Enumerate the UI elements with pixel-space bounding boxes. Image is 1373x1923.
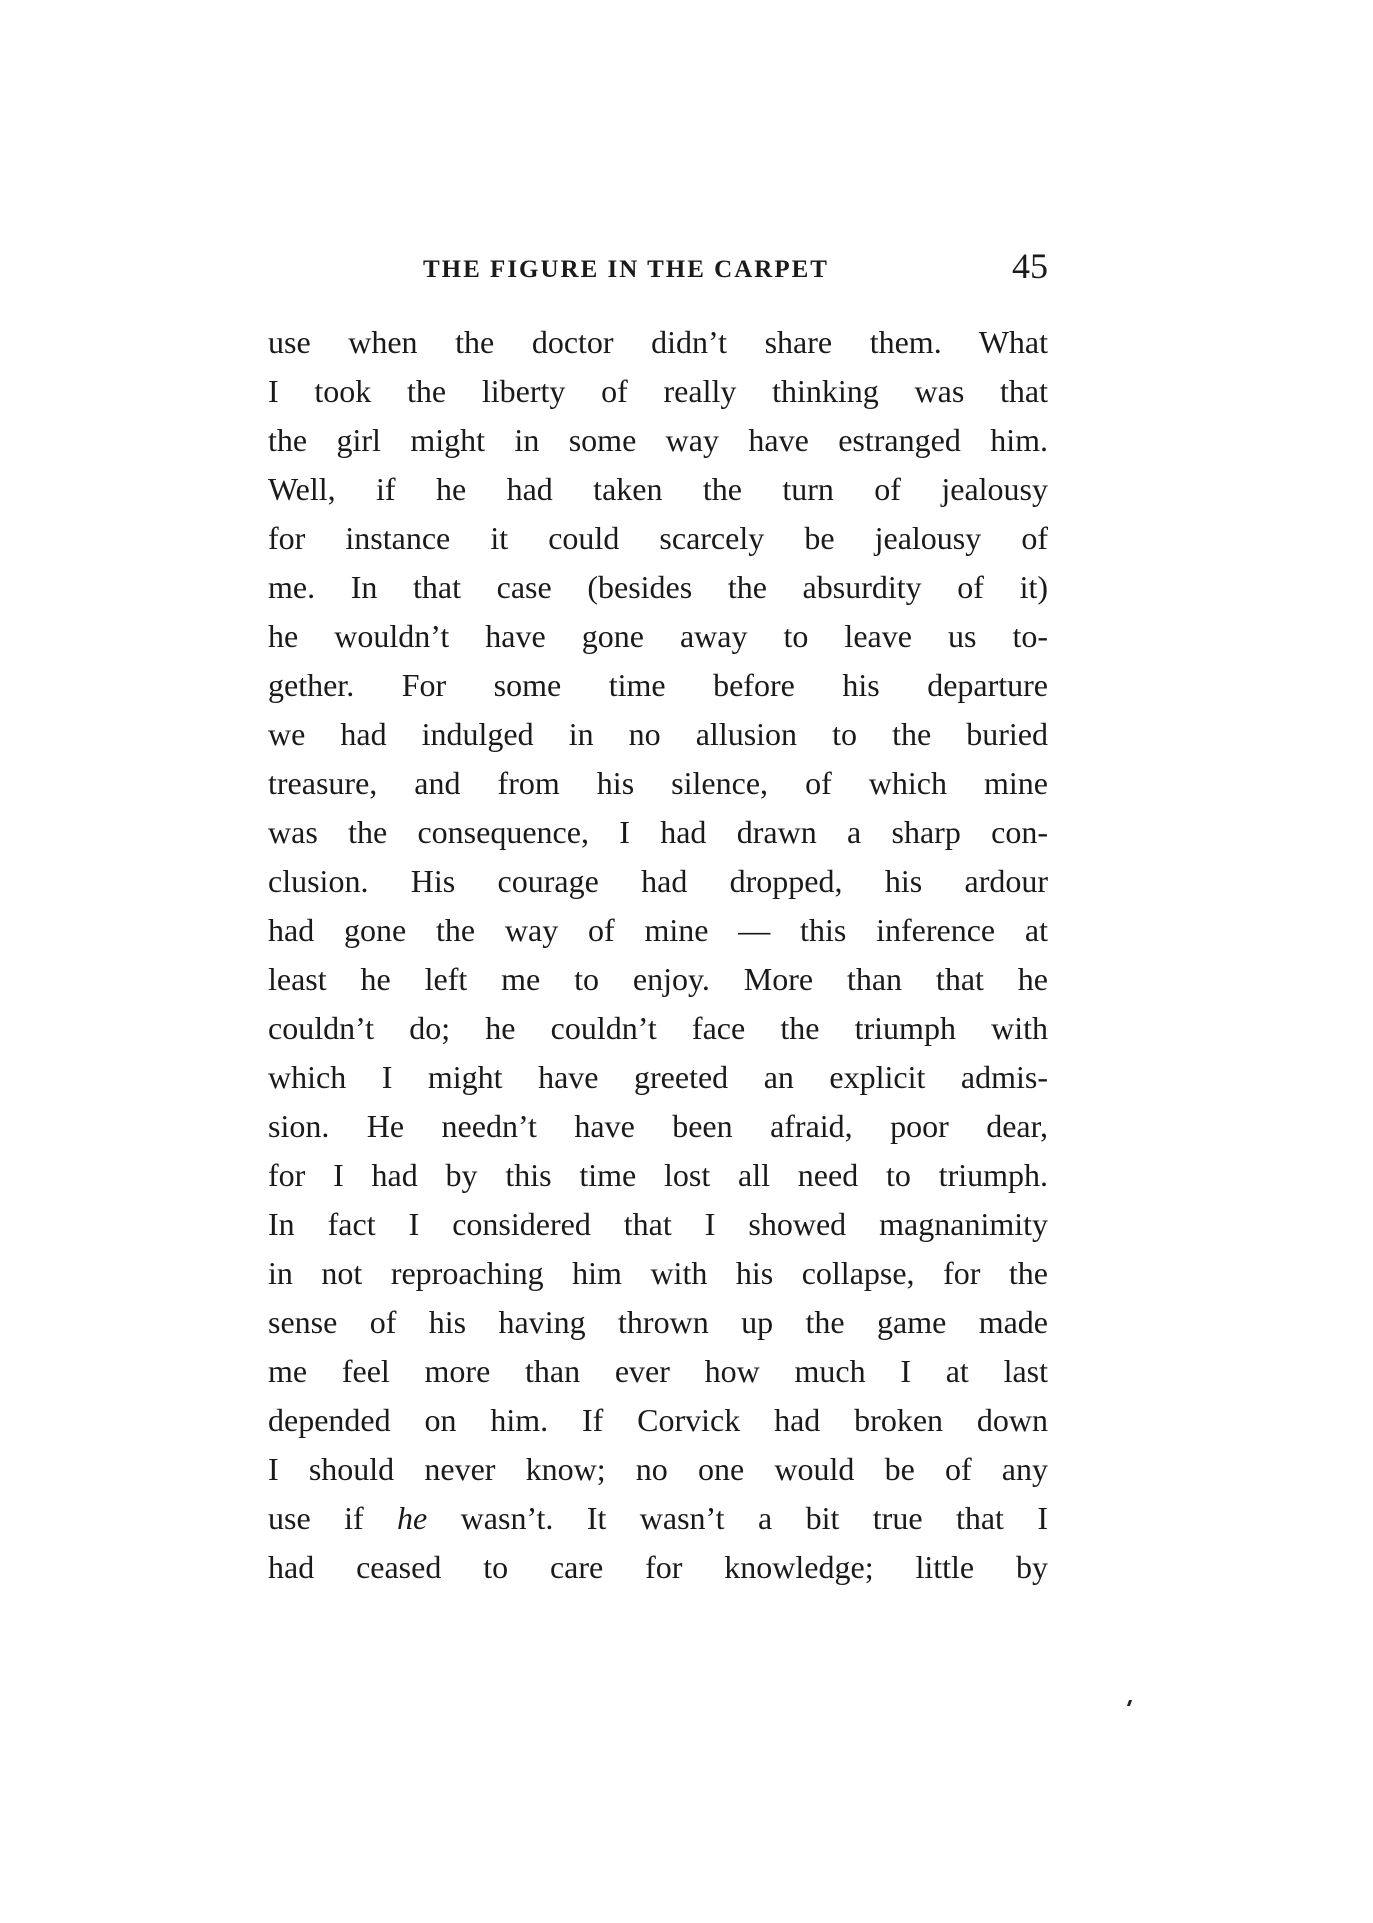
- text-fragment: use if: [268, 1500, 364, 1536]
- text-line: me. In that case (besides the absurdity of it): [268, 569, 1048, 605]
- text-line: me feel more than ever how much I at last: [268, 1353, 1048, 1389]
- text-line: in not reproaching him with his collapse, for the: [268, 1255, 1048, 1291]
- text-line: gether. For some time before his departure: [268, 667, 1048, 703]
- text-line: for I had by this time lost all need to triumph.: [268, 1157, 1048, 1193]
- text-line: we had indulged in no allusion to the buried: [268, 716, 1048, 752]
- text-line: sense of his having thrown up the game made: [268, 1304, 1048, 1340]
- text-line: Well, if he had taken the turn of jealousy: [268, 471, 1048, 507]
- text-line: least he left me to enjoy. More than that he: [268, 961, 1048, 997]
- text-line: had gone the way of mine — this inference at: [268, 912, 1048, 948]
- text-line: for instance it could scarcely be jealousy of: [268, 520, 1048, 556]
- italic-word: he: [397, 1500, 428, 1536]
- running-title: THE FIGURE IN THE CARPET: [423, 256, 829, 283]
- text-line: couldn’t do; he couldn’t face the triumph with: [268, 1010, 1048, 1046]
- text-line: the girl might in some way have estranged him.: [268, 422, 1048, 458]
- text-line: had ceased to care for knowledge; little by: [268, 1549, 1048, 1585]
- text-line: sion. He needn’t have been afraid, poor dear,: [268, 1108, 1048, 1144]
- page-number: 45: [1012, 246, 1048, 286]
- text-line: he wouldn’t have gone away to leave us to-: [268, 618, 1048, 654]
- body-text: [268, 318, 1048, 1592]
- text-line: treasure, and from his silence, of which mine: [268, 765, 1048, 801]
- text-line: I took the liberty of really thinking was that: [268, 373, 1048, 409]
- text-line: I should never know; no one would be of any: [268, 1451, 1048, 1487]
- ink-speck-mark: [1127, 1700, 1132, 1706]
- text-line: was the consequence, I had drawn a sharp con-: [268, 814, 1048, 850]
- text-line: In fact I considered that I showed magnanimity: [268, 1206, 1048, 1242]
- running-head: [268, 248, 1048, 292]
- text-fragment: wasn’t. It wasn’t a bit true that I: [460, 1500, 1048, 1536]
- text-line-with-italic: [268, 1494, 1048, 1543]
- text-line: clusion. His courage had dropped, his ardour: [268, 863, 1048, 899]
- text-line: which I might have greeted an explicit admis-: [268, 1059, 1048, 1095]
- text-line: depended on him. If Corvick had broken down: [268, 1402, 1048, 1438]
- text-line: use when the doctor didn’t share them. What: [268, 324, 1048, 360]
